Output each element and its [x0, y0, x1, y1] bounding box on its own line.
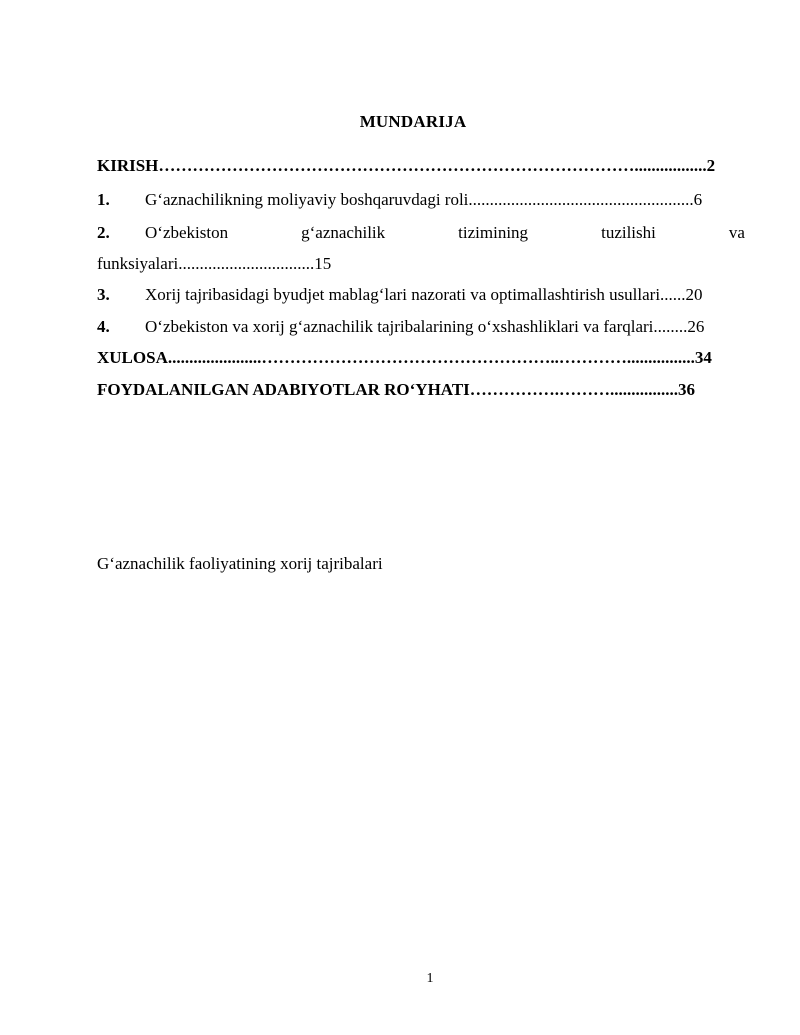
toc-intro-label: KIRISH………………………………………………………………………….................2	[97, 156, 716, 175]
toc-entry-1[interactable]	[97, 190, 745, 212]
toc-conclusion-label: XULOSA......................……………………………………………..…………................34	[97, 348, 712, 367]
toc-word: va	[728, 223, 745, 242]
toc-entry-number: 3.	[97, 285, 110, 304]
toc-entry-number: 4.	[97, 317, 110, 336]
toc-entry-conclusion[interactable]	[97, 348, 745, 370]
subject-line: G‘aznachilik faoliyatining xorij tajribalari	[97, 554, 383, 573]
toc-entry-references[interactable]	[97, 380, 745, 402]
page-number: 1	[426, 971, 434, 986]
toc-entry-4[interactable]	[97, 317, 745, 339]
toc-word: tizimining	[458, 223, 529, 242]
toc-entry-intro[interactable]	[97, 156, 745, 178]
toc-word: O‘zbekiston	[145, 223, 229, 242]
toc-word: tuzilishi	[601, 223, 656, 242]
toc-entry-text: O‘zbekiston va xorij g‘aznachilik tajribalarining o‘xshashliklari va farqlari........26	[145, 317, 705, 336]
toc-entry-3[interactable]	[97, 285, 745, 307]
toc-entry-justified-text	[145, 223, 745, 243]
toc-entry-number: 2.	[97, 223, 110, 242]
toc-entry-text: Xorij tajribasidagi byudjet mablag‘lari nazorati va optimallashtirish usullari......20	[145, 285, 703, 304]
toc-entry-2-continuation[interactable]	[97, 254, 745, 276]
toc-entry-2[interactable]	[97, 223, 745, 245]
toc-word: g‘aznachilik	[301, 223, 386, 242]
toc-entry-text: funksiyalari................................15	[97, 254, 332, 273]
toc-entry-text: G‘aznachilikning moliyaviy boshqaruvdagi roli.....................................................6	[145, 190, 703, 209]
page-title: MUNDARIJA	[359, 112, 467, 131]
toc-references-label: FOYDALANILGAN ADABIYOTLAR RO‘YHATI…………….………................36	[97, 380, 696, 399]
toc-entry-number: 1.	[97, 190, 110, 209]
